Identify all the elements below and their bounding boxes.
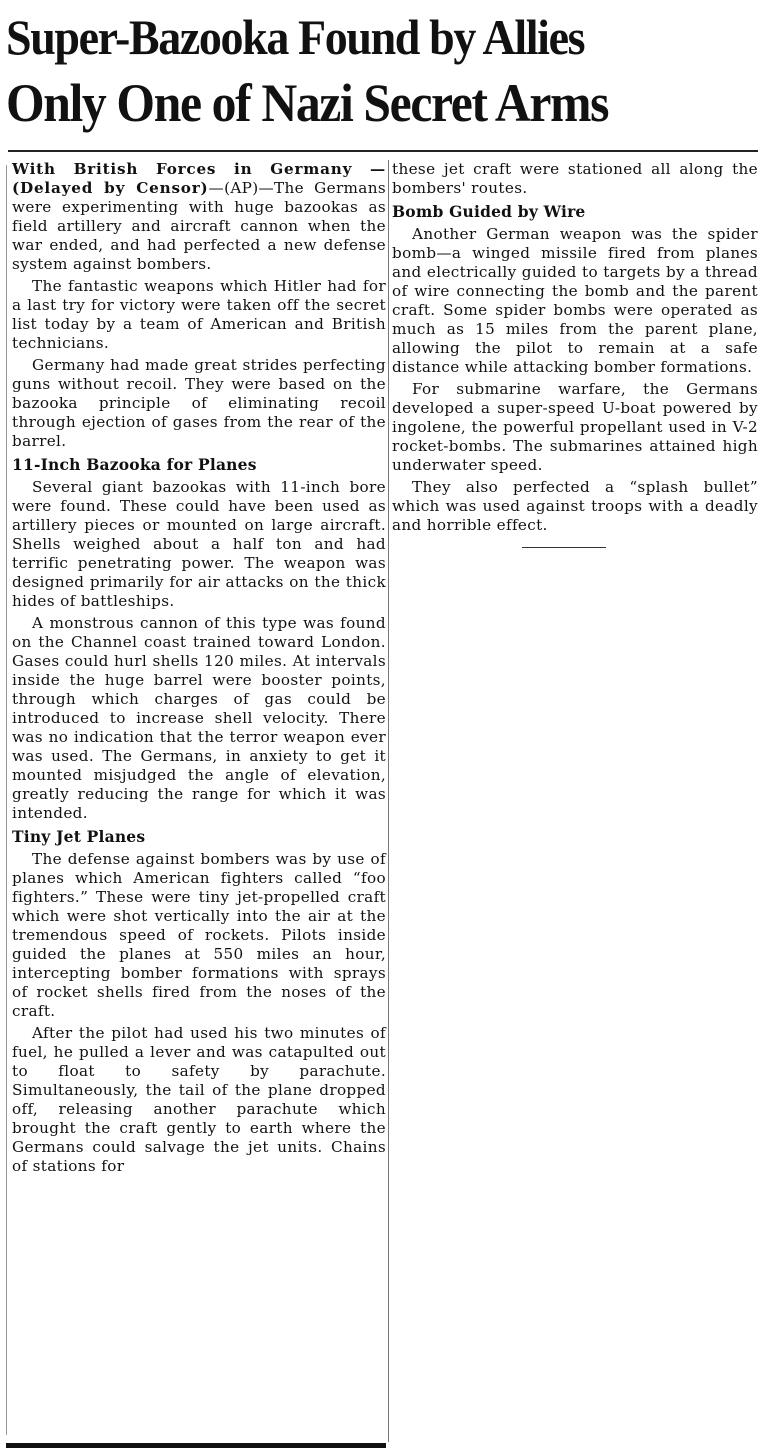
headline-line-2: Only One of Nazi Secret Arms bbox=[6, 73, 609, 133]
headline bbox=[6, 6, 698, 138]
lead-paragraph bbox=[12, 160, 386, 274]
paragraph: Several giant bazookas with 11-inch bore were found. These could have been used as artillery pieces or mounted on large aircraft. Shells weighed about a half ton and had terrific penetrating power. The weapon was designed primarily for air attacks on the thick hides of battleships. bbox=[12, 478, 386, 610]
column-divider bbox=[388, 160, 389, 1442]
dateline: With British Forces in Germany —(Delayed by Censor) bbox=[12, 160, 386, 197]
subheading-bazooka-planes: 11-Inch Bazooka for Planes bbox=[12, 455, 257, 474]
paragraph: A monstrous cannon of this type was found on the Channel coast trained toward London. Gases could hurl shells 120 miles. At intervals inside the huge barrel were booster points, through which charges of gas could be introduced to increase shell velocity. There was no indication that the terror weapon ever was used. The Germans, in anxiety to get it mounted misjudged the angle of elevation, greatly reducing the range for which it was intended. bbox=[12, 614, 386, 822]
headline-rule bbox=[8, 150, 758, 152]
subheading-tiny-jet-planes: Tiny Jet Planes bbox=[12, 827, 146, 846]
left-border-rule bbox=[6, 165, 7, 1435]
paragraph: The defense against bombers was by use of planes which American fighters called “foo fighters.” These were tiny jet-propelled craft which were shot vertically into the air at the tremendous speed of rockets. Pilots inside guided the planes at 550 miles an hour, intercepting bomber formations with sprays of rocket shells fired from the noses of the craft. bbox=[12, 850, 386, 1020]
bottom-rule bbox=[6, 1443, 386, 1448]
article-column-1 bbox=[12, 160, 386, 1179]
headline-line-1: Super-Bazooka Found by Allies bbox=[6, 9, 585, 65]
lead-text: —(AP)—The Germans were experimenting with huge bazookas as field artillery and aircraft cannon when the war ended, and had perfected a new defense system against bombers. bbox=[12, 179, 386, 273]
paragraph: They also perfected a “splash bullet” which was used against troops with a deadly and horrible effect. bbox=[392, 478, 758, 534]
paragraph: For submarine warfare, the Germans developed a super-speed U-boat powered by ingolene, the powerful propellant used in V-2 rocket-bombs. The submarines attained high underwater speed. bbox=[392, 380, 758, 474]
subheading-bomb-guided-by-wire: Bomb Guided by Wire bbox=[392, 202, 586, 221]
paragraph: The fantastic weapons which Hitler had for a last try for victory were taken off the secret list today by a team of American and British technicians. bbox=[12, 277, 386, 352]
paragraph: Germany had made great strides perfecting guns without recoil. They were based on the bazooka principle of eliminating recoil through ejection of gases from the rear of the barrel. bbox=[12, 356, 386, 450]
paragraph: After the pilot had used his two minutes of fuel, he pulled a lever and was catapulted out to float to safety by parachute. Simultaneously, the tail of the plane dropped off, releasing another parachute which brought the craft gently to earth where the Germans could salvage the jet units. Chains of stations for bbox=[12, 1024, 386, 1175]
paragraph: Another German weapon was the spider bomb—a winged missile fired from planes and electrically guided to targets by a thread of wire connecting the bomb and the parent craft. Some spider bombs were operated as much as 15 miles from the parent plane, allowing the pilot to remain at a safe distance while attacking bomber formations. bbox=[392, 225, 758, 376]
article-column-2 bbox=[392, 160, 758, 548]
continued-paragraph: these jet craft were stationed all along the bombers' routes. bbox=[392, 160, 758, 197]
end-of-article-rule bbox=[522, 547, 606, 548]
